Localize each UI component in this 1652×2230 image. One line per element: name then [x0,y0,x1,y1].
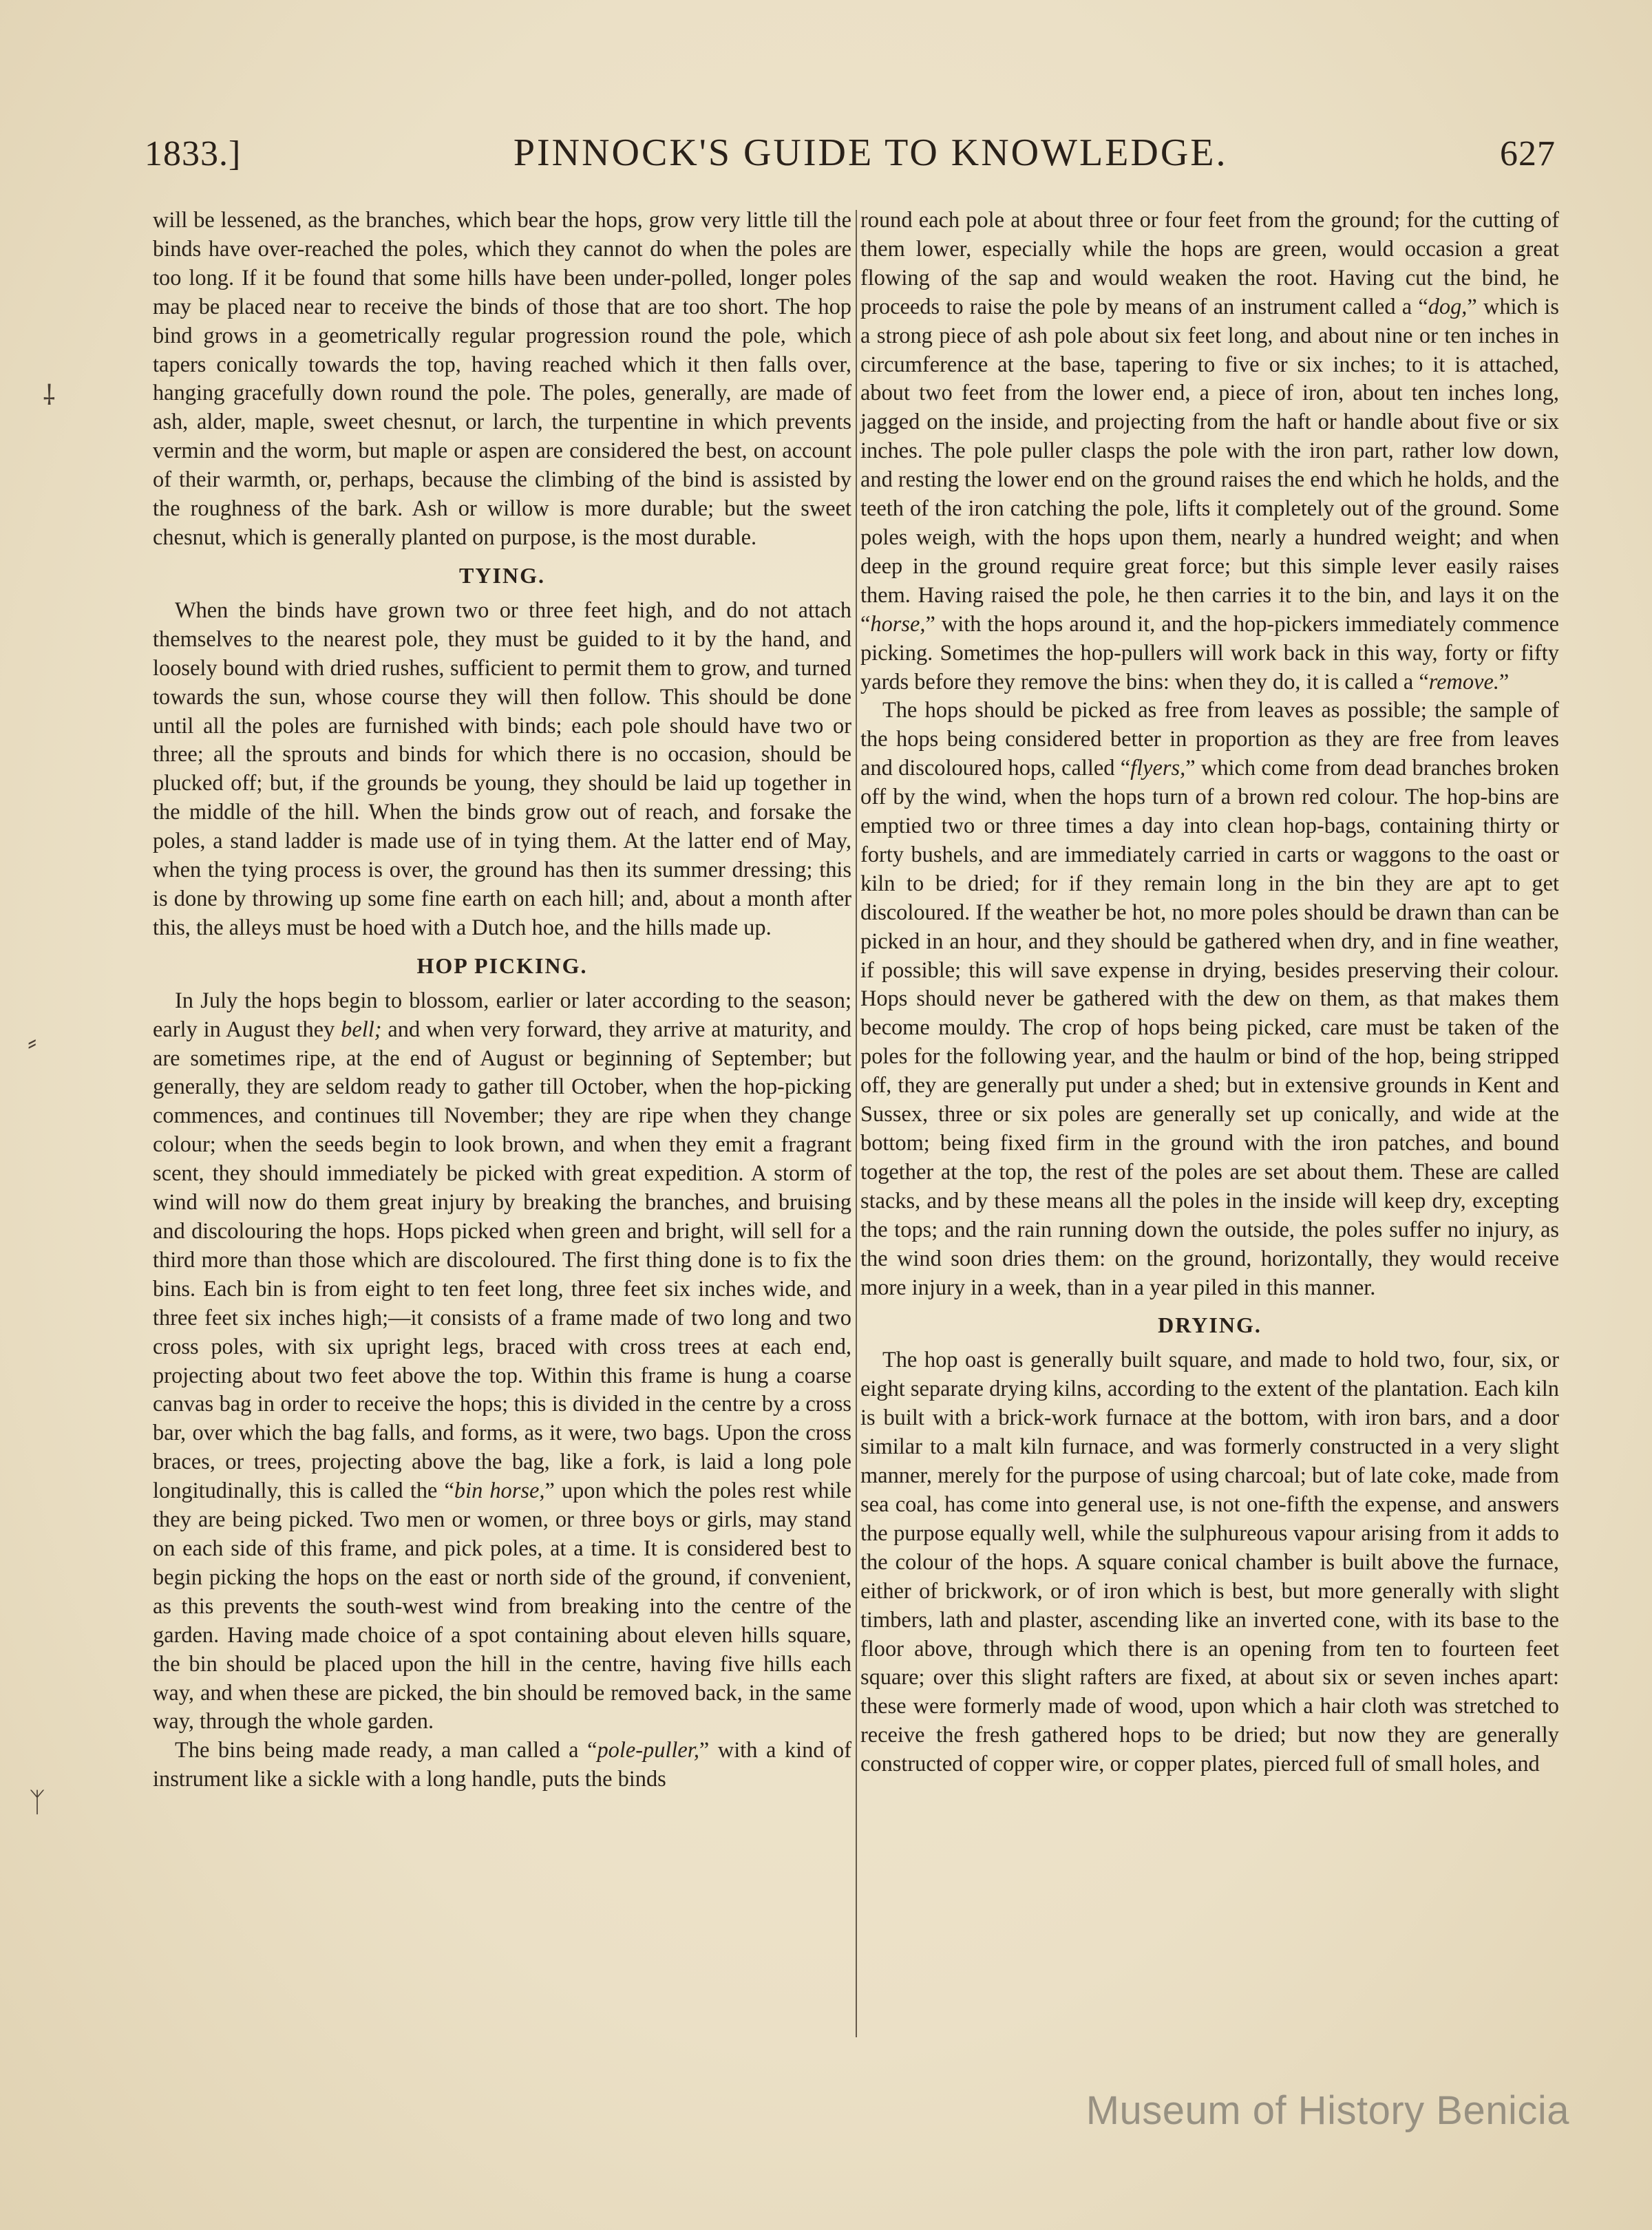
text-run: The bins being made ready, a man called a “ [175,1738,597,1763]
text-run: ” which come from dead branches broken off by the wind, when the hops turn of a brown red colour. The hop-bins are emptied two or three times a day into clean hop-bags, containing thirty or forty bushels, and are immediately carried in carts or waggons to the oast or kiln to be dried; for if they remain long in the bin they are apt to get discoloured. If the weather be hot, no more poles should be drawn than can be picked in an hour, and they should be gathered when dry, and in fine weather, if possible; this will save expense in drying, besides preserving their colour. Hops should never be gathered with the dew on them, as that makes them become mouldy. The crop of hops being picked, care must be taken of the poles for the following year, and the haulm or bind of the hop, being stripped off, they are generally put under a shed; but in extensive grounds in Kent and Sussex, three or six poles are generally set up conically, and wide at the bottom; being fixed firm in the ground with the iron patches, and bound together at the top, the rest of the poles are set about them. These are called stacks, and by these means all the poles in the inside will keep dry, excepting the tops; and the rain running down the outside, the poles suffer no injury, as the wind soon dries them: on the ground, horizontally, they would receive more injury in a week, than in a year piled in this manner. [860,756,1560,1300]
italic-term: remove. [1428,669,1499,694]
text-run: The hops should be picked as free from leaves as possible; the sample of the hops being considered better in proportion as they are free from leaves and discoloured hops, called “ [860,698,1559,781]
italic-term: flyers, [1130,756,1186,781]
page-number: 627 [1500,134,1556,173]
paragraph-tying: When the binds have grown two or three feet high, and do not attach themselves to the nearest pole, they must be guided to it by the hand, and loosely bound with dried rushes, sufficient to permit them to grow, and turned towards the sun, whose course they will then follow. This should be done until all the poles are furnished with binds; each pole should have two or three; all the sprouts and binds for which there is no occasion, should be plucked off; but, if the grounds be young, they should be laid up together in the middle of the hill. When the binds grow out of reach, and forsake the poles, a stand ladder is made use of in tying them. At the latter end of May, when the tying process is over, the ground has then its summer dressing; this is done by throwing up some fine earth on each hill; and, about a month after this, the alleys must be hoed with a Dutch hoe, and the hills made up. [153,597,851,940]
museum-watermark: Museum of History Benicia [1086,2088,1569,2133]
paragraph-continuation [860,206,1559,697]
italic-term: bell; [341,1017,382,1042]
text-run: ” [1499,669,1510,694]
italic-term: dog, [1428,294,1468,319]
heading-tying: TYING. [459,562,545,588]
text-run: and when very forward, they arrive at maturity, and are sometimes ripe, at the end of August or beginning of September; but generally, they are seldom ready to gather till October, when the hop-picking commences, and continues till November; they are ripe when they change colour; when the seeds begin to look brown, and when they emit a fragrant scent, they should immediately be picked with great expedition. A storm of wind will now do them great injury by breaking the branches, and bruising and discolouring the hops. Hops picked when green and bright, will sell for a third more than those which are discoloured. The first thing done is to fix the bins. Each bin is from eight to ten feet long, three feet six inches wide, and three feet six inches high;—it consists of a frame made of two long and two cross poles, with six upright legs, braced with cross trees at each end, projecting about two feet above the top. Within this frame is hung a coarse canvas bag in order to receive the hops; this is divided in the centre by a cross bar, over which the bag falls, and forms, as it were, two bags. Upon the cross braces, or trees, projecting above the bag, like a fork, is laid a long pole longitudinally, this is called the “ [153,1017,851,1504]
left-column [153,206,851,1794]
text-run: ” with a kind of instrument like a sickle with a long handle, puts the binds [153,1738,851,1792]
text-run: In July the hops begin to blossom, earlier or later according to the season; early in August they [153,988,851,1042]
header-title: PINNOCK'S GUIDE TO KNOWLEDGE. [513,131,1228,174]
paragraph-hop-picking [153,987,851,1737]
header-year: 1833.] [145,134,242,173]
italic-term: horse, [870,611,926,637]
heading-drying: DRYING. [1158,1313,1262,1338]
paragraph-leaves [860,697,1559,1302]
column-divider [856,210,857,2037]
margin-mark-icon: ᛉ [29,1787,45,1818]
text-run: ” which is a strong piece of ash pole about six feet long, and about nine or ten inches in circumference at the base, tapering to five or six inches; to it is attached, about two feet from the lower end, a piece of iron, about ten inches long, jagged on the inside, and projecting from the haft or handle about five or six inches. The pole puller clasps the pole with the iron part, rather low down, and resting the lower end on the ground raises the end which he holds, and the teeth of the iron catching the pole, lifts it completely out of the ground. Some poles weigh, with the hops upon them, nearly a hundred weight; and when deep in the ground require great force; but this simple lever easily raises them. Having raised the pole, he then carries it to the bin, and lays it on the “ [860,294,1559,637]
right-column [860,206,1559,1779]
heading-hop-picking: HOP PICKING. [416,953,588,978]
running-header [145,131,1556,186]
italic-term: pole-puller, [597,1738,699,1763]
margin-mark-icon: ⸸ [43,380,56,411]
paragraph-intro: will be lessened, as the branches, which bear the hops, grow very little till the binds have over-reached the poles, which they cannot do when the poles are too long. If it be found that some hills have been under-polled, longer poles may be placed near to receive the binds of those that are too short. The hop bind grows in a geometrically regular progression round the pole, which tapers conically towards the top, having reached which it then falls over, hanging gracefully down round the pole. The poles, generally, are made of ash, alder, maple, sweet chesnut, or larch, the turpentine in which prevents vermin and the worm, but maple or aspen are considered the best, on account of their warmth, or, perhaps, because the climbing of the bind is assisted by the roughness of the bark. Ash or willow is more durable; but the sweet chesnut, which is generally planted on purpose, is the most durable. [153,208,851,550]
italic-term: bin horse, [454,1478,545,1504]
paragraph-drying: The hop oast is generally built square, and made to hold two, four, six, or eight separate drying kilns, according to the extent of the plantation. Each kiln is built with a brick-work furnace at the bottom, with iron bars, and a door similar to a malt kiln furnace, and was formerly constructed in a very slight manner, merely for the purpose of using charcoal; but of late coke, made from sea coal, has come into general use, is not one-fifth the expense, and answers the purpose equally well, while the sulphureous vapour arising from it adds to the colour of the hops. A square conical chamber is built above the furnace, either of brickwork, or of iron which is best, but more generally with slight timbers, lath and plaster, ascending like an inverted cone, with its base to the floor above, through which there is an opening from ten to fourteen feet square; over this slight rafters are fixed, at about six or seven inches apart: these were formerly made of wood, upon which a hair cloth was stretched to receive the fresh gathered hops to be dried; but now they are generally constructed of copper wire, or copper plates, pierced full of small holes, and [860,1348,1559,1777]
text-run: ” with the hops around it, and the hop-pickers immediately commence picking. Sometimes the hop-pullers will work back in this way, forty or fifty yards before they remove the bins: when they do, it is called a “ [860,611,1559,694]
text-run: round each pole at about three or four feet from the ground; for the cutting of them lower, especially while the hops are green, would occasion a great flowing of the sap and would weaken the root. Having cut the bind, he proceeds to raise the pole by means of an instrument called a “ [860,208,1559,319]
margin-mark-icon: ⸗ [28,1026,37,1057]
text-run: ” upon which the poles rest while they are being picked. Two men or women, or three boys or girls, may stand on each side of this frame, and pick poles, at a time. It is considered best to begin picking the hops on the east or north side of the ground, if convenient, as this prevents the south-west wind from breaking into the centre of the garden. Having made choice of a spot containing about eleven hills square, the bin should be placed upon the hill in the centre, having five hills each way, and when these are picked, the bin should be removed back, in the same way, through the whole garden. [153,1478,851,1734]
paragraph-pole-puller [153,1737,851,1794]
